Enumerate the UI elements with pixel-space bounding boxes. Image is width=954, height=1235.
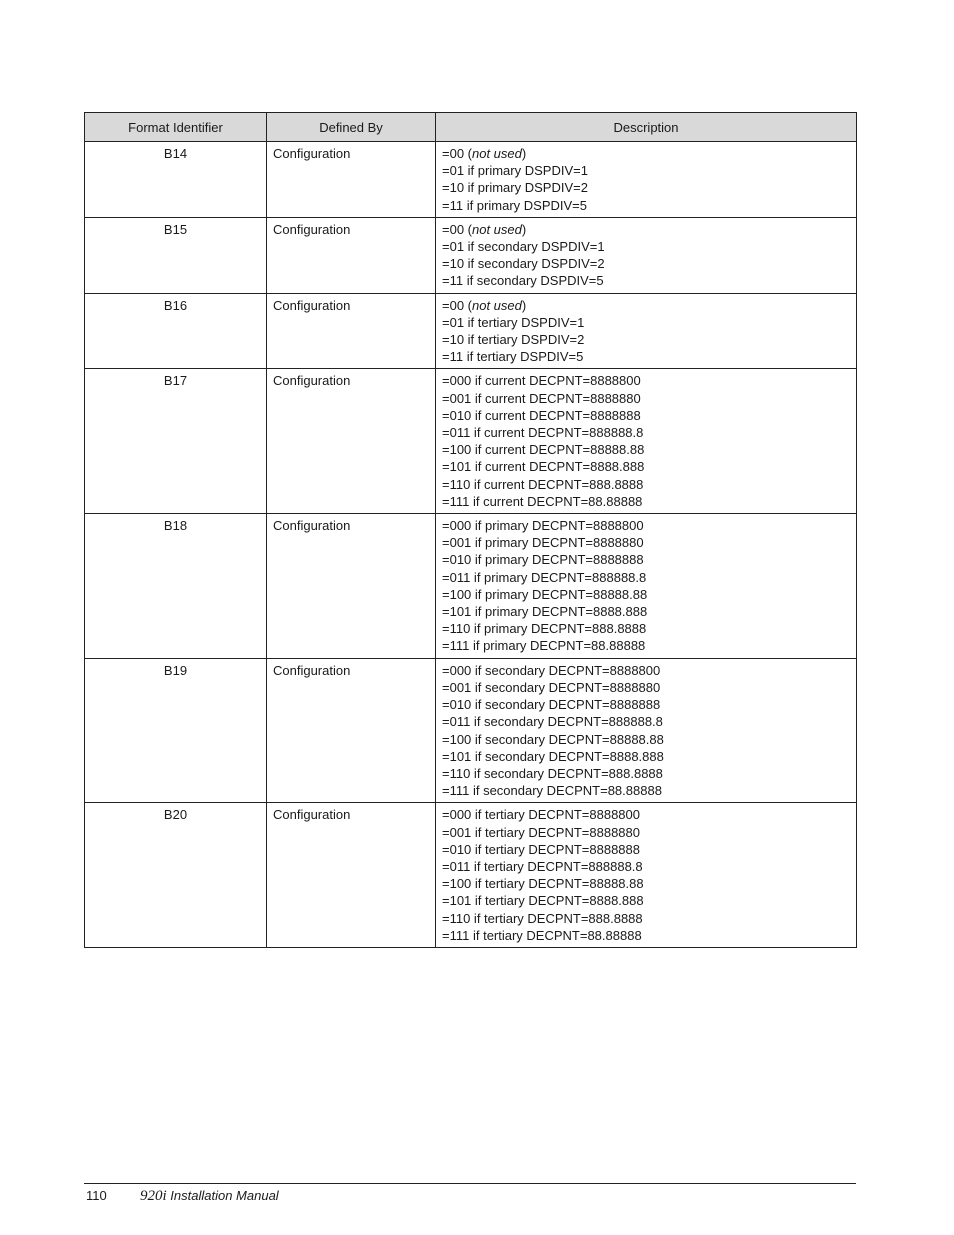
table-header-row xyxy=(85,113,857,142)
format-identifier-cell: B14 xyxy=(85,142,267,218)
description-prefix: =00 ( xyxy=(442,146,472,161)
description-cell xyxy=(436,514,857,659)
description-line: =101 if primary DECPNT=8888.888 xyxy=(442,604,648,620)
description-line: =011 if secondary DECPNT=888888.8 xyxy=(442,714,663,730)
description-line: =10 if primary DSPDIV=2 xyxy=(442,180,588,196)
table-row xyxy=(85,658,857,803)
description-line: =001 if primary DECPNT=8888880 xyxy=(442,535,644,551)
description-line: =010 if secondary DECPNT=8888888 xyxy=(442,697,661,713)
description-suffix: ) xyxy=(521,221,527,237)
description-line xyxy=(442,221,850,238)
description-cell xyxy=(436,658,857,803)
format-identifier-cell: B17 xyxy=(85,369,267,514)
table-row xyxy=(85,142,857,218)
description-line: =101 if current DECPNT=8888.888 xyxy=(442,459,645,475)
product-model: 920i xyxy=(140,1188,167,1204)
description-line: =10 if secondary DSPDIV=2 xyxy=(442,256,605,272)
description-line: =100 if primary DECPNT=88888.88 xyxy=(442,586,648,602)
description-line: =11 if secondary DSPDIV=5 xyxy=(442,273,604,289)
table-row xyxy=(85,803,857,948)
description-line: =01 if primary DSPDIV=1 xyxy=(442,163,588,179)
format-table xyxy=(84,112,857,948)
format-identifier-cell: B15 xyxy=(85,217,267,293)
description-line: =101 if secondary DECPNT=8888.888 xyxy=(442,748,664,764)
description-line: =100 if current DECPNT=88888.88 xyxy=(442,442,645,458)
table-body xyxy=(85,142,857,948)
defined-by-cell: Configuration xyxy=(267,803,436,948)
description-line: =100 if tertiary DECPNT=88888.88 xyxy=(442,876,644,892)
description-line: =011 if tertiary DECPNT=888888.8 xyxy=(442,858,643,874)
description-cell xyxy=(436,142,857,218)
format-identifier-cell: B18 xyxy=(85,514,267,659)
description-line: =111 if secondary DECPNT=88.88888 xyxy=(442,783,662,799)
format-identifier-cell: B16 xyxy=(85,293,267,369)
description-line: =10 if tertiary DSPDIV=2 xyxy=(442,332,585,348)
description-line: =010 if current DECPNT=8888888 xyxy=(442,407,641,423)
defined-by-cell: Configuration xyxy=(267,142,436,218)
description-line xyxy=(442,145,850,162)
description-line: =11 if tertiary DSPDIV=5 xyxy=(442,349,584,365)
page-footer xyxy=(86,1188,279,1205)
not-used-note: not used xyxy=(472,146,522,161)
manual-title: Installation Manual xyxy=(170,1188,279,1203)
defined-by-cell: Configuration xyxy=(267,514,436,659)
header-format-identifier: Format Identifier xyxy=(85,113,267,142)
page-number: 110 xyxy=(86,1188,107,1203)
description-line: =011 if primary DECPNT=888888.8 xyxy=(442,569,647,585)
not-used-note: not used xyxy=(472,297,522,313)
description-line: =011 if current DECPNT=888888.8 xyxy=(442,425,644,441)
description-line: =010 if tertiary DECPNT=8888888 xyxy=(442,841,640,857)
description-cell xyxy=(436,369,857,514)
description-line xyxy=(442,297,850,314)
description-line: =01 if tertiary DSPDIV=1 xyxy=(442,314,585,330)
description-line: =001 if secondary DECPNT=8888880 xyxy=(442,679,661,695)
header-defined-by: Defined By xyxy=(267,113,436,142)
description-prefix: =00 ( xyxy=(442,297,472,313)
format-identifier-cell: B19 xyxy=(85,658,267,803)
description-line: =110 if secondary DECPNT=888.8888 xyxy=(442,765,663,781)
defined-by-cell: Configuration xyxy=(267,293,436,369)
not-used-note: not used xyxy=(472,221,522,237)
description-line: =01 if secondary DSPDIV=1 xyxy=(442,239,605,255)
table-row xyxy=(85,293,857,369)
header-description: Description xyxy=(436,113,857,142)
description-line: =000 if secondary DECPNT=8888800 xyxy=(442,662,661,678)
format-identifier-cell: B20 xyxy=(85,803,267,948)
table-row xyxy=(85,514,857,659)
description-line: =111 if tertiary DECPNT=88.88888 xyxy=(442,927,642,943)
description-line: =110 if current DECPNT=888.8888 xyxy=(442,476,644,492)
description-line: =101 if tertiary DECPNT=8888.888 xyxy=(442,893,644,909)
defined-by-cell: Configuration xyxy=(267,658,436,803)
description-line: =110 if primary DECPNT=888.8888 xyxy=(442,621,647,637)
description-line: =000 if primary DECPNT=8888800 xyxy=(442,518,644,534)
description-cell xyxy=(436,293,857,369)
table-row xyxy=(85,369,857,514)
description-line: =111 if primary DECPNT=88.88888 xyxy=(442,638,646,654)
description-line: =100 if secondary DECPNT=88888.88 xyxy=(442,731,664,747)
description-line: =110 if tertiary DECPNT=888.8888 xyxy=(442,910,643,926)
description-cell xyxy=(436,217,857,293)
description-line: =001 if tertiary DECPNT=8888880 xyxy=(442,824,640,840)
description-line: =000 if current DECPNT=8888800 xyxy=(442,373,641,389)
description-line: =001 if current DECPNT=8888880 xyxy=(442,390,641,406)
defined-by-cell: Configuration xyxy=(267,369,436,514)
footer-rule xyxy=(84,1183,856,1184)
description-suffix: ) xyxy=(521,297,527,313)
description-line: =000 if tertiary DECPNT=8888800 xyxy=(442,807,640,823)
description-suffix: ) xyxy=(521,146,527,161)
description-line: =11 if primary DSPDIV=5 xyxy=(442,197,587,213)
description-line: =111 if current DECPNT=88.88888 xyxy=(442,493,643,509)
description-cell xyxy=(436,803,857,948)
description-prefix: =00 ( xyxy=(442,221,472,237)
defined-by-cell: Configuration xyxy=(267,217,436,293)
table-row xyxy=(85,217,857,293)
description-line: =010 if primary DECPNT=8888888 xyxy=(442,552,644,568)
